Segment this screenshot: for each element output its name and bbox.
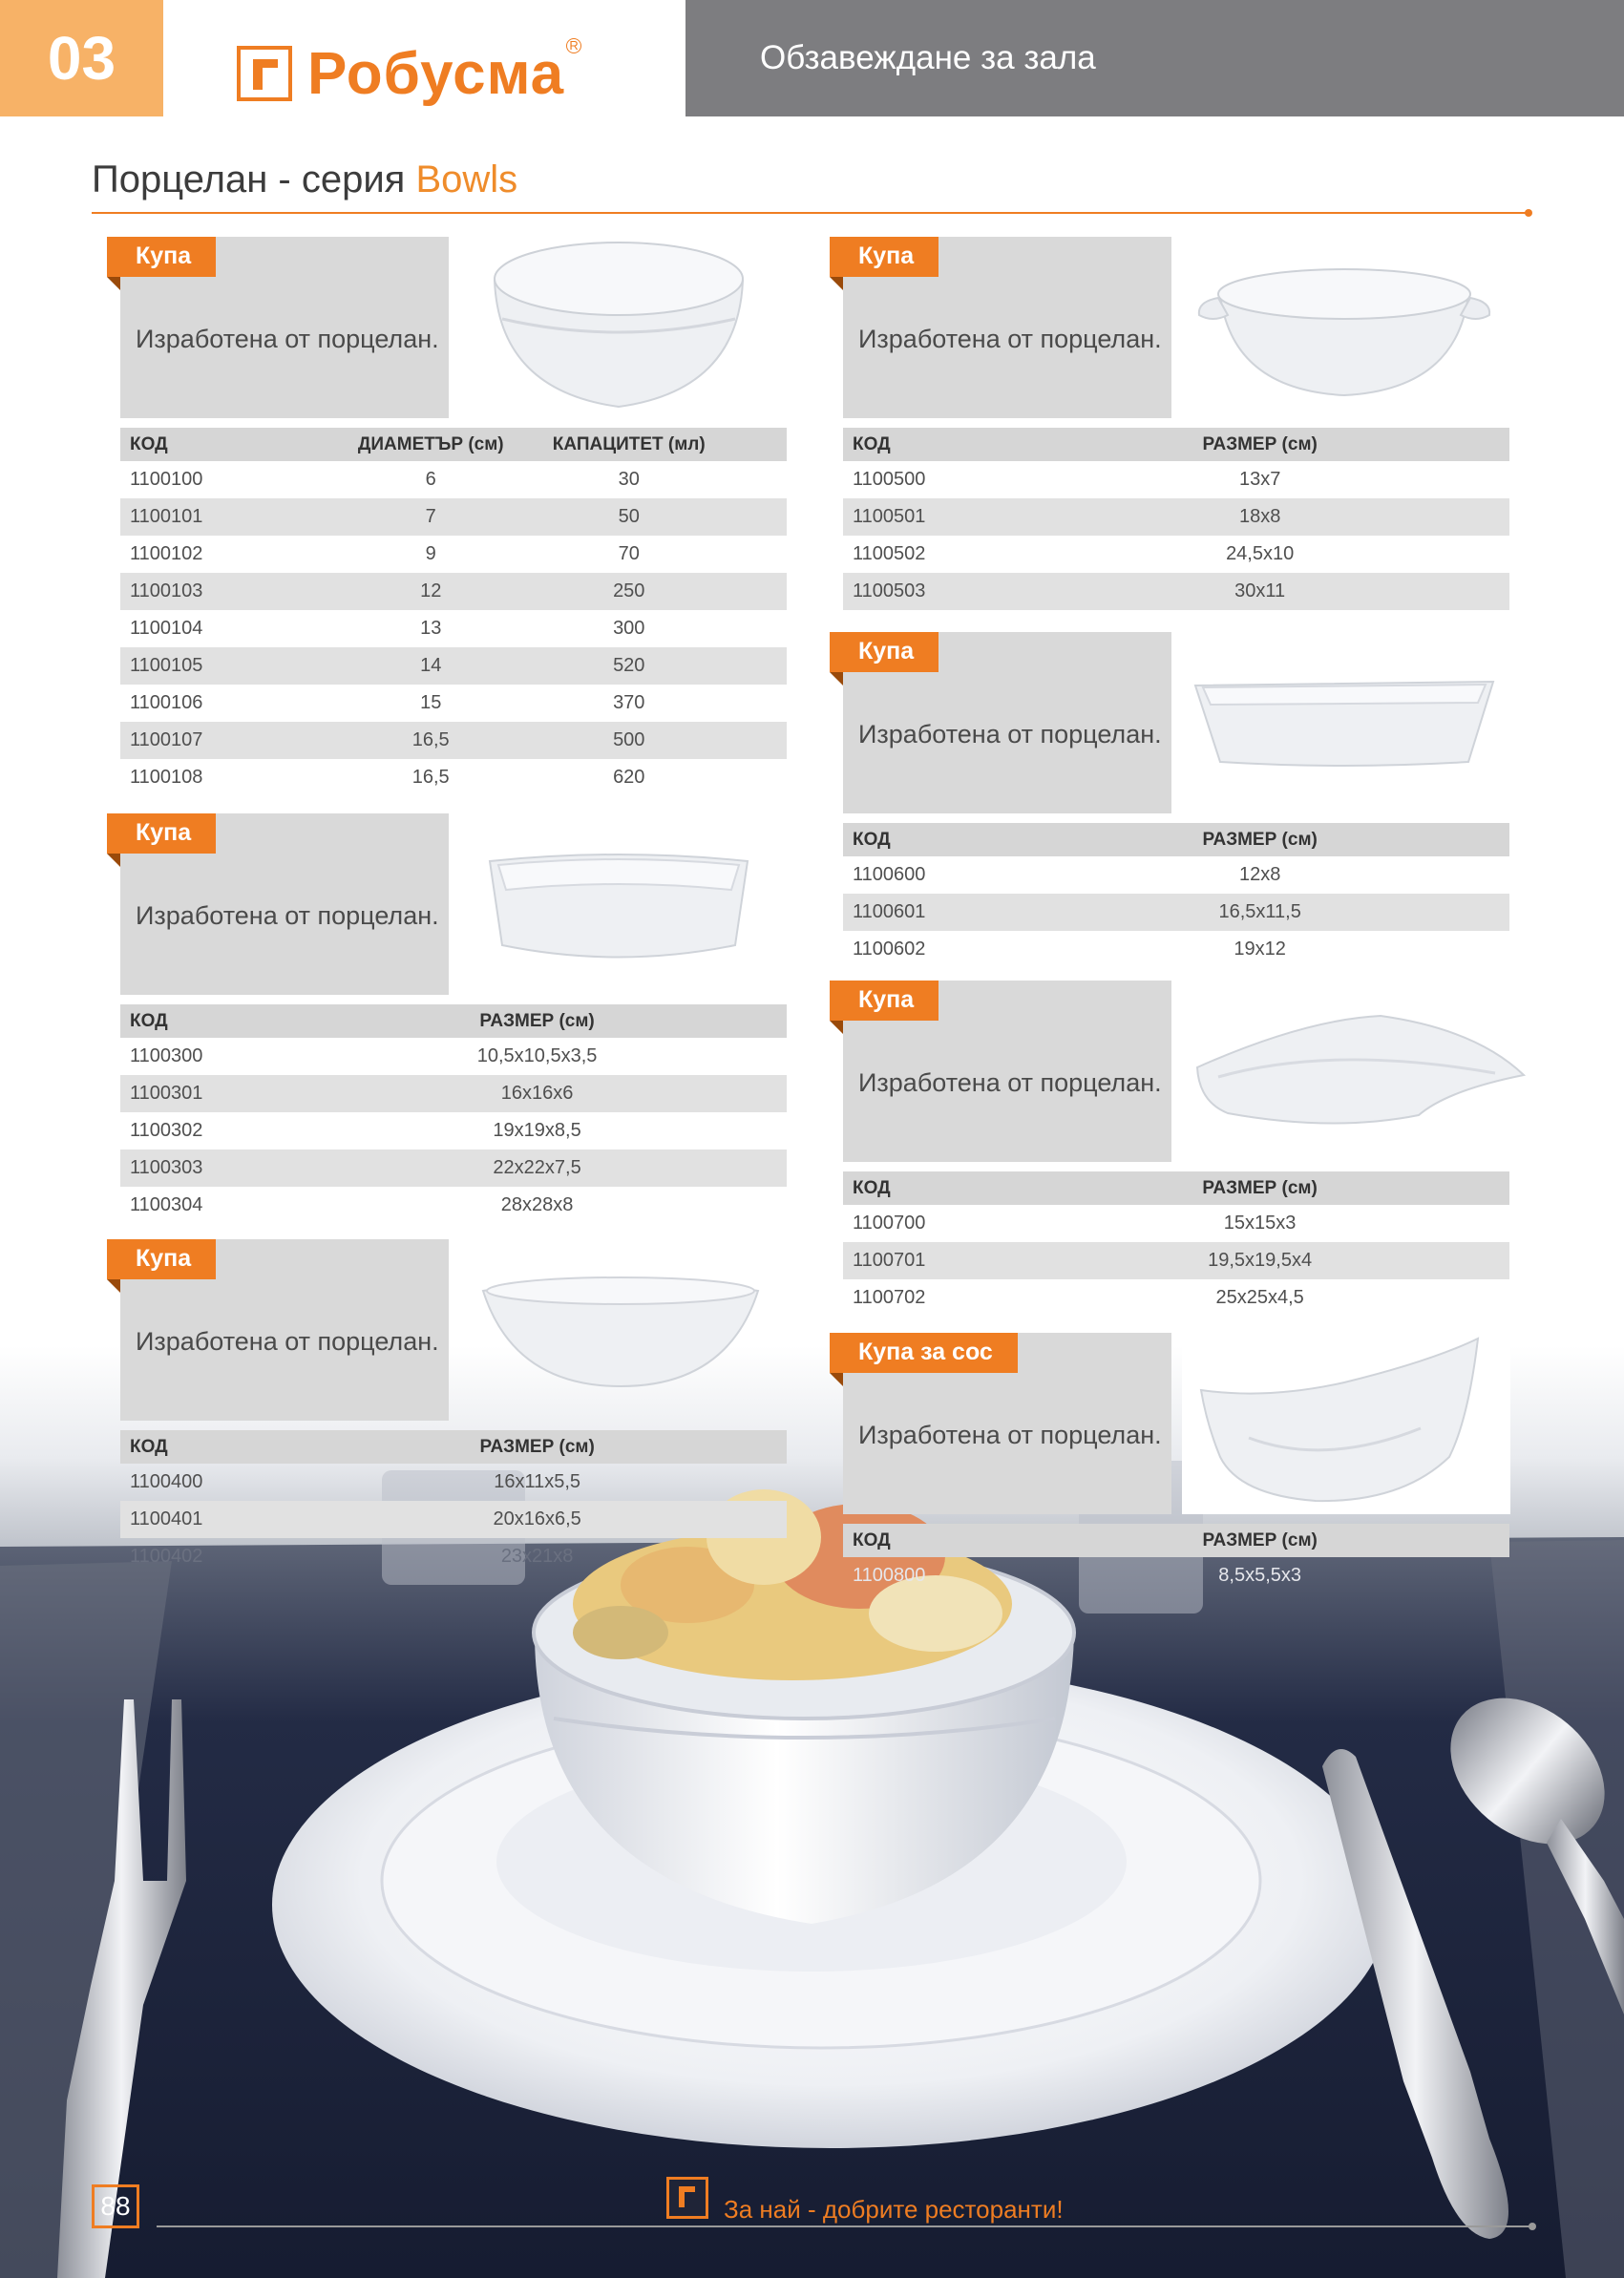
oval-bowl-image: [479, 1274, 762, 1390]
size-cell: 28x28x8: [500, 1194, 574, 1215]
size-cell: 18x8: [1060, 498, 1460, 536]
product-description: Изработена от порцелан.: [136, 325, 439, 353]
table-row: [120, 461, 787, 498]
capacity-cell: 30: [618, 469, 640, 490]
column-header: КОД: [120, 1004, 337, 1038]
table-row: [120, 1038, 787, 1075]
product-tag: Купа: [830, 632, 939, 672]
diameter-cell: 16,5: [341, 722, 520, 759]
diameter-cell: 9: [425, 543, 436, 564]
code-cell: 1100105: [120, 647, 341, 685]
diameter-cell: 12: [341, 573, 520, 610]
size-cell: 24,5x10: [1226, 543, 1295, 564]
section-number: 03: [0, 0, 163, 116]
code-cell: 1100103: [120, 573, 341, 610]
capacity-cell: 70: [618, 543, 640, 564]
product-description: Изработена от порцелан.: [858, 325, 1162, 353]
brand-logo[interactable]: [237, 38, 581, 107]
table-header: [843, 1524, 1509, 1557]
product-tag: Купа за сос: [830, 1333, 1018, 1373]
size-cell: 13x7: [1238, 469, 1281, 490]
diameter-cell: 15: [420, 692, 442, 713]
size-cell: 20x16x6,5: [337, 1501, 737, 1538]
product-description: Изработена от порцелан.: [858, 720, 1162, 749]
registered-icon: R: [566, 38, 581, 53]
code-cell: 1100104: [130, 618, 203, 639]
product-table: [843, 823, 1509, 968]
code-cell: 1100302: [130, 1120, 203, 1141]
capacity-cell: 520: [520, 647, 737, 685]
table-row: [843, 1242, 1509, 1279]
size-cell: 12x8: [1238, 864, 1281, 885]
product-tag: Купа: [107, 1239, 216, 1279]
rectangular-dish-image: [1192, 674, 1497, 771]
table-header: [843, 1171, 1509, 1205]
product-card: [843, 237, 1171, 418]
code-cell: 1100107: [120, 722, 341, 759]
column-header: РАЗМЕР (см): [337, 1430, 737, 1464]
product-card: [120, 813, 449, 995]
product-table: [120, 1430, 787, 1575]
code-cell: 1100301: [120, 1075, 337, 1112]
capacity-cell: 250: [520, 573, 737, 610]
product-table: [120, 1004, 787, 1224]
table-row: [843, 856, 1509, 894]
size-cell: 8,5x5,5x3: [1218, 1565, 1302, 1586]
code-cell: 1100401: [120, 1501, 337, 1538]
column-header: КОД: [120, 428, 341, 461]
capacity-cell: 620: [613, 767, 645, 788]
page-title-series: Bowls: [415, 158, 518, 200]
table-row: [843, 461, 1509, 498]
table-row: [120, 536, 787, 573]
code-cell: 1100600: [853, 864, 926, 885]
capacity-cell: 50: [520, 498, 737, 536]
table-row: [120, 1464, 787, 1501]
title-divider: [92, 212, 1529, 214]
section-title: Обзавеждане за зала: [685, 0, 1624, 116]
table-header: [843, 823, 1509, 856]
size-cell: 19x19x8,5: [493, 1120, 581, 1141]
table-header: [120, 1430, 787, 1464]
code-cell: 1100402: [130, 1546, 203, 1567]
code-cell: 1100503: [843, 573, 1060, 610]
product-tag: Купа: [830, 237, 939, 277]
code-cell: 1100501: [843, 498, 1060, 536]
table-row: [843, 894, 1509, 931]
brand-name: Робусма: [307, 40, 565, 107]
size-cell: 25x25x4,5: [1215, 1287, 1304, 1308]
slogan: За най - добрите ресторанти!: [724, 2195, 1064, 2224]
code-cell: 1100702: [853, 1287, 926, 1308]
column-header: ДИАМЕТЪР (см): [341, 428, 520, 461]
code-cell: 1100304: [130, 1194, 203, 1215]
column-header: КОД: [843, 823, 1060, 856]
code-cell: 1100601: [843, 894, 1060, 931]
table-row: [843, 498, 1509, 536]
code-cell: 1100108: [130, 767, 203, 788]
column-header: КАПАЦИТЕТ (мл): [520, 428, 737, 461]
product-description: Изработена от порцелан.: [858, 1068, 1162, 1097]
code-cell: 1100500: [853, 469, 926, 490]
table-header: [843, 428, 1509, 461]
column-header: КОД: [120, 1430, 337, 1464]
table-row: [120, 1538, 787, 1575]
handled-bowl-image: [1193, 256, 1495, 399]
brand-mark-icon: [237, 46, 292, 101]
code-cell: 1100102: [130, 543, 203, 564]
table-row: [843, 1205, 1509, 1242]
sauce-bowl-image: [1182, 1333, 1510, 1514]
product-description: Изработена от порцелан.: [136, 1327, 439, 1356]
table-row: [120, 1112, 787, 1150]
column-header: РАЗМЕР (см): [337, 1004, 737, 1038]
page-title-prefix: Порцелан - серия: [92, 158, 416, 200]
page-title: [92, 158, 517, 201]
wavy-dish-image: [1190, 1010, 1529, 1134]
product-tag: Купа: [107, 237, 216, 277]
round-bowl-image: [485, 233, 752, 414]
product-table: [120, 428, 787, 796]
table-row: [120, 498, 787, 536]
size-cell: 15x15x3: [1223, 1213, 1297, 1234]
code-cell: 1100300: [130, 1045, 203, 1066]
size-cell: 23x21x8: [500, 1546, 574, 1567]
table-header: [120, 1004, 787, 1038]
table-row: [843, 1557, 1509, 1594]
capacity-cell: 300: [613, 618, 645, 639]
capacity-cell: 370: [613, 692, 645, 713]
diameter-cell: 13: [420, 618, 442, 639]
size-cell: 19,5x19,5x4: [1060, 1242, 1460, 1279]
column-header: КОД: [843, 1524, 1060, 1557]
column-header: РАЗМЕР (см): [1060, 428, 1460, 461]
sauce-bowl-image-panel: [1182, 1333, 1510, 1514]
product-card: [843, 632, 1171, 813]
product-card: [843, 1333, 1171, 1514]
column-header: РАЗМЕР (см): [1060, 823, 1460, 856]
table-row: [120, 610, 787, 647]
product-card: [843, 981, 1171, 1162]
diameter-cell: 16,5: [411, 767, 450, 788]
column-header: КОД: [843, 428, 1060, 461]
product-tag: Купа: [830, 981, 939, 1021]
column-header: КОД: [843, 1171, 1060, 1205]
page-number: 88: [92, 2184, 139, 2228]
product-table: [843, 1524, 1509, 1594]
product-table: [843, 428, 1509, 610]
footer-divider: [157, 2225, 1533, 2227]
product-tag: Купа: [107, 813, 216, 854]
table-row: [120, 573, 787, 610]
diameter-cell: 6: [425, 469, 436, 490]
code-cell: 1100303: [120, 1150, 337, 1187]
product-description: Изработена от порцелан.: [136, 901, 439, 930]
code-cell: 1100700: [853, 1213, 926, 1234]
table-row: [843, 931, 1509, 968]
capacity-cell: 500: [520, 722, 737, 759]
product-card: [120, 237, 449, 418]
size-cell: 16x16x6: [337, 1075, 737, 1112]
table-row: [120, 722, 787, 759]
diameter-cell: 7: [341, 498, 520, 536]
size-cell: 16x11x5,5: [494, 1471, 581, 1492]
table-row: [120, 1150, 787, 1187]
table-row: [120, 1075, 787, 1112]
table-row: [120, 1501, 787, 1538]
table-header: [120, 428, 787, 461]
table-row: [120, 1187, 787, 1224]
code-cell: 1100400: [130, 1471, 203, 1492]
column-header: РАЗМЕР (см): [1060, 1171, 1460, 1205]
code-cell: 1100101: [120, 498, 341, 536]
square-bowl-image: [485, 840, 752, 969]
size-cell: 30x11: [1060, 573, 1460, 610]
size-cell: 16,5x11,5: [1060, 894, 1460, 931]
size-cell: 10,5x10,5x3,5: [476, 1045, 598, 1066]
footer-logo-icon: [666, 2177, 708, 2219]
table-row: [120, 647, 787, 685]
code-cell: 1100800: [853, 1565, 926, 1586]
table-row: [843, 573, 1509, 610]
code-cell: 1100100: [130, 469, 203, 490]
diameter-cell: 14: [341, 647, 520, 685]
product-table: [843, 1171, 1509, 1317]
product-description: Изработена от порцелан.: [858, 1421, 1162, 1449]
code-cell: 1100602: [853, 939, 926, 960]
table-row: [120, 685, 787, 722]
column-header: РАЗМЕР (см): [1060, 1524, 1460, 1557]
code-cell: 1100106: [130, 692, 203, 713]
product-card: [120, 1239, 449, 1421]
code-cell: 1100701: [843, 1242, 1060, 1279]
size-cell: 19x12: [1234, 939, 1286, 960]
code-cell: 1100502: [853, 543, 926, 564]
table-row: [843, 1279, 1509, 1317]
table-row: [843, 536, 1509, 573]
table-row: [120, 759, 787, 796]
size-cell: 22x22x7,5: [337, 1150, 737, 1187]
